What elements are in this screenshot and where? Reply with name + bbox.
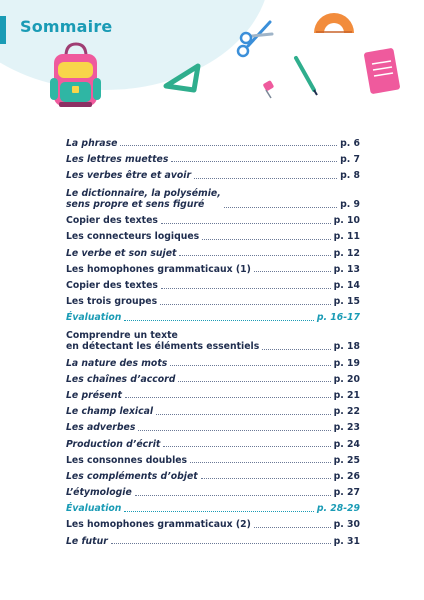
dot-leader bbox=[160, 304, 331, 305]
toc-page-number: p. 16-17 bbox=[316, 312, 360, 324]
dot-leader bbox=[178, 381, 330, 382]
toc-row-evaluation[interactable] bbox=[66, 499, 360, 515]
toc-label-line-1: Comprendre un texte bbox=[66, 329, 178, 341]
toc-label: Les consonnes doubles bbox=[66, 454, 188, 466]
toc-page-number: p. 23 bbox=[333, 422, 360, 434]
toc-page-number: p. 8 bbox=[340, 170, 360, 182]
toc-row[interactable] bbox=[66, 182, 360, 211]
toc-label: Le présent bbox=[66, 389, 122, 401]
toc-label: Les homophones grammaticaux (2) bbox=[66, 519, 251, 531]
toc-page-number: p. 6 bbox=[340, 137, 360, 149]
dot-leader bbox=[161, 288, 331, 289]
toc-page-number: p. 13 bbox=[333, 263, 360, 275]
toc-row[interactable] bbox=[66, 385, 360, 401]
toc-row[interactable] bbox=[66, 353, 360, 369]
dot-leader bbox=[171, 161, 337, 162]
dot-leader bbox=[179, 255, 330, 256]
toc-row[interactable] bbox=[66, 243, 360, 259]
toc-label: Les chaînes d’accord bbox=[66, 373, 176, 385]
toc-label: Les connecteurs logiques bbox=[66, 231, 200, 243]
toc-label: Évaluation bbox=[66, 312, 122, 324]
dot-leader bbox=[224, 207, 337, 208]
dot-leader bbox=[190, 462, 331, 463]
toc-row[interactable] bbox=[66, 466, 360, 482]
dot-leader bbox=[254, 271, 331, 272]
notebook-icon bbox=[364, 48, 401, 95]
toc-row-evaluation[interactable] bbox=[66, 308, 360, 324]
push-pin-icon bbox=[263, 80, 275, 98]
toc-label: Les homophones grammaticaux (1) bbox=[66, 263, 251, 275]
toc-page-number: p. 24 bbox=[333, 438, 360, 450]
toc-page-number: p. 19 bbox=[333, 357, 360, 369]
toc-row[interactable] bbox=[66, 434, 360, 450]
toc-row[interactable] bbox=[66, 227, 360, 243]
toc-page-number: p. 12 bbox=[333, 247, 360, 259]
toc-row[interactable] bbox=[66, 531, 360, 547]
dot-leader bbox=[254, 527, 331, 528]
toc-page-number: p. 10 bbox=[333, 215, 360, 227]
toc-row[interactable] bbox=[66, 133, 360, 149]
toc-page-number: p. 28-29 bbox=[316, 503, 360, 515]
dot-leader bbox=[124, 511, 313, 512]
table-of-contents bbox=[66, 133, 360, 547]
toc-label: Copier des textes bbox=[66, 215, 158, 227]
toc-label: Les verbes être et avoir bbox=[66, 170, 192, 182]
toc-page-number: p. 18 bbox=[333, 341, 360, 353]
toc-label-line-2: en détectant les éléments essentiels bbox=[66, 341, 260, 353]
toc-page-number: p. 7 bbox=[340, 153, 360, 165]
toc-page-number: p. 27 bbox=[333, 487, 360, 499]
toc-label: Les compléments d’objet bbox=[66, 470, 198, 482]
header-illustrations bbox=[0, 0, 424, 120]
dot-leader bbox=[156, 414, 331, 415]
page-title: Sommaire bbox=[20, 17, 113, 36]
toc-row[interactable] bbox=[66, 165, 360, 181]
toc-page-number: p. 15 bbox=[333, 296, 360, 308]
dot-leader bbox=[125, 397, 331, 398]
protractor-icon bbox=[314, 13, 354, 33]
toc-label bbox=[66, 188, 221, 211]
set-square-icon bbox=[166, 66, 198, 90]
toc-row[interactable] bbox=[66, 275, 360, 291]
toc-row[interactable] bbox=[66, 211, 360, 227]
toc-page-number: p. 20 bbox=[333, 373, 360, 385]
dot-leader bbox=[135, 495, 331, 496]
dot-leader bbox=[262, 349, 330, 350]
toc-label-line-2: sens propre et sens figuré bbox=[66, 199, 205, 211]
toc-row[interactable] bbox=[66, 292, 360, 308]
toc-label: Le verbe et son sujet bbox=[66, 247, 177, 259]
toc-page-number: p. 25 bbox=[333, 454, 360, 466]
toc-row[interactable] bbox=[66, 324, 360, 353]
dot-leader bbox=[161, 223, 331, 224]
toc-label: Production d’écrit bbox=[66, 438, 161, 450]
toc-label: L’étymologie bbox=[66, 487, 132, 499]
dot-leader bbox=[202, 239, 330, 240]
dot-leader bbox=[120, 145, 337, 146]
pen-icon bbox=[296, 58, 317, 95]
toc-row[interactable] bbox=[66, 369, 360, 385]
toc-label: Le champ lexical bbox=[66, 406, 154, 418]
toc-label: Les trois groupes bbox=[66, 296, 158, 308]
dot-leader bbox=[163, 446, 330, 447]
toc-row[interactable] bbox=[66, 515, 360, 531]
toc-label-line-1: Le dictionnaire, la polysémie, bbox=[66, 187, 221, 199]
toc-row[interactable] bbox=[66, 259, 360, 275]
dot-leader bbox=[194, 178, 337, 179]
toc-page-number: p. 22 bbox=[333, 406, 360, 418]
toc-page-number: p. 14 bbox=[333, 280, 360, 291]
toc-row[interactable] bbox=[66, 450, 360, 466]
toc-page-number: p. 21 bbox=[333, 389, 360, 401]
toc-label: Les lettres muettes bbox=[66, 153, 169, 165]
dot-leader bbox=[138, 430, 330, 431]
toc-row[interactable] bbox=[66, 482, 360, 498]
toc-page-number: p. 31 bbox=[333, 535, 360, 547]
toc-label: Le futur bbox=[66, 535, 108, 547]
toc-row[interactable] bbox=[66, 401, 360, 417]
toc-label: La nature des mots bbox=[66, 357, 168, 369]
toc-row[interactable] bbox=[66, 418, 360, 434]
dot-leader bbox=[201, 478, 331, 479]
toc-row[interactable] bbox=[66, 149, 360, 165]
toc-label: Évaluation bbox=[66, 503, 122, 515]
toc-label: Les adverbes bbox=[66, 422, 136, 434]
toc-page-number: p. 30 bbox=[333, 519, 360, 531]
toc-label bbox=[66, 330, 259, 353]
backpack-icon bbox=[50, 44, 101, 107]
toc-label: Copier des textes bbox=[66, 280, 158, 291]
dot-leader bbox=[170, 365, 330, 366]
toc-page-number: p. 9 bbox=[340, 199, 360, 211]
scissors-icon bbox=[238, 22, 272, 56]
toc-page-number: p. 11 bbox=[333, 231, 360, 243]
toc-page-number: p. 26 bbox=[333, 470, 360, 482]
dot-leader bbox=[111, 543, 331, 544]
dot-leader bbox=[124, 320, 313, 321]
toc-label: La phrase bbox=[66, 137, 118, 149]
